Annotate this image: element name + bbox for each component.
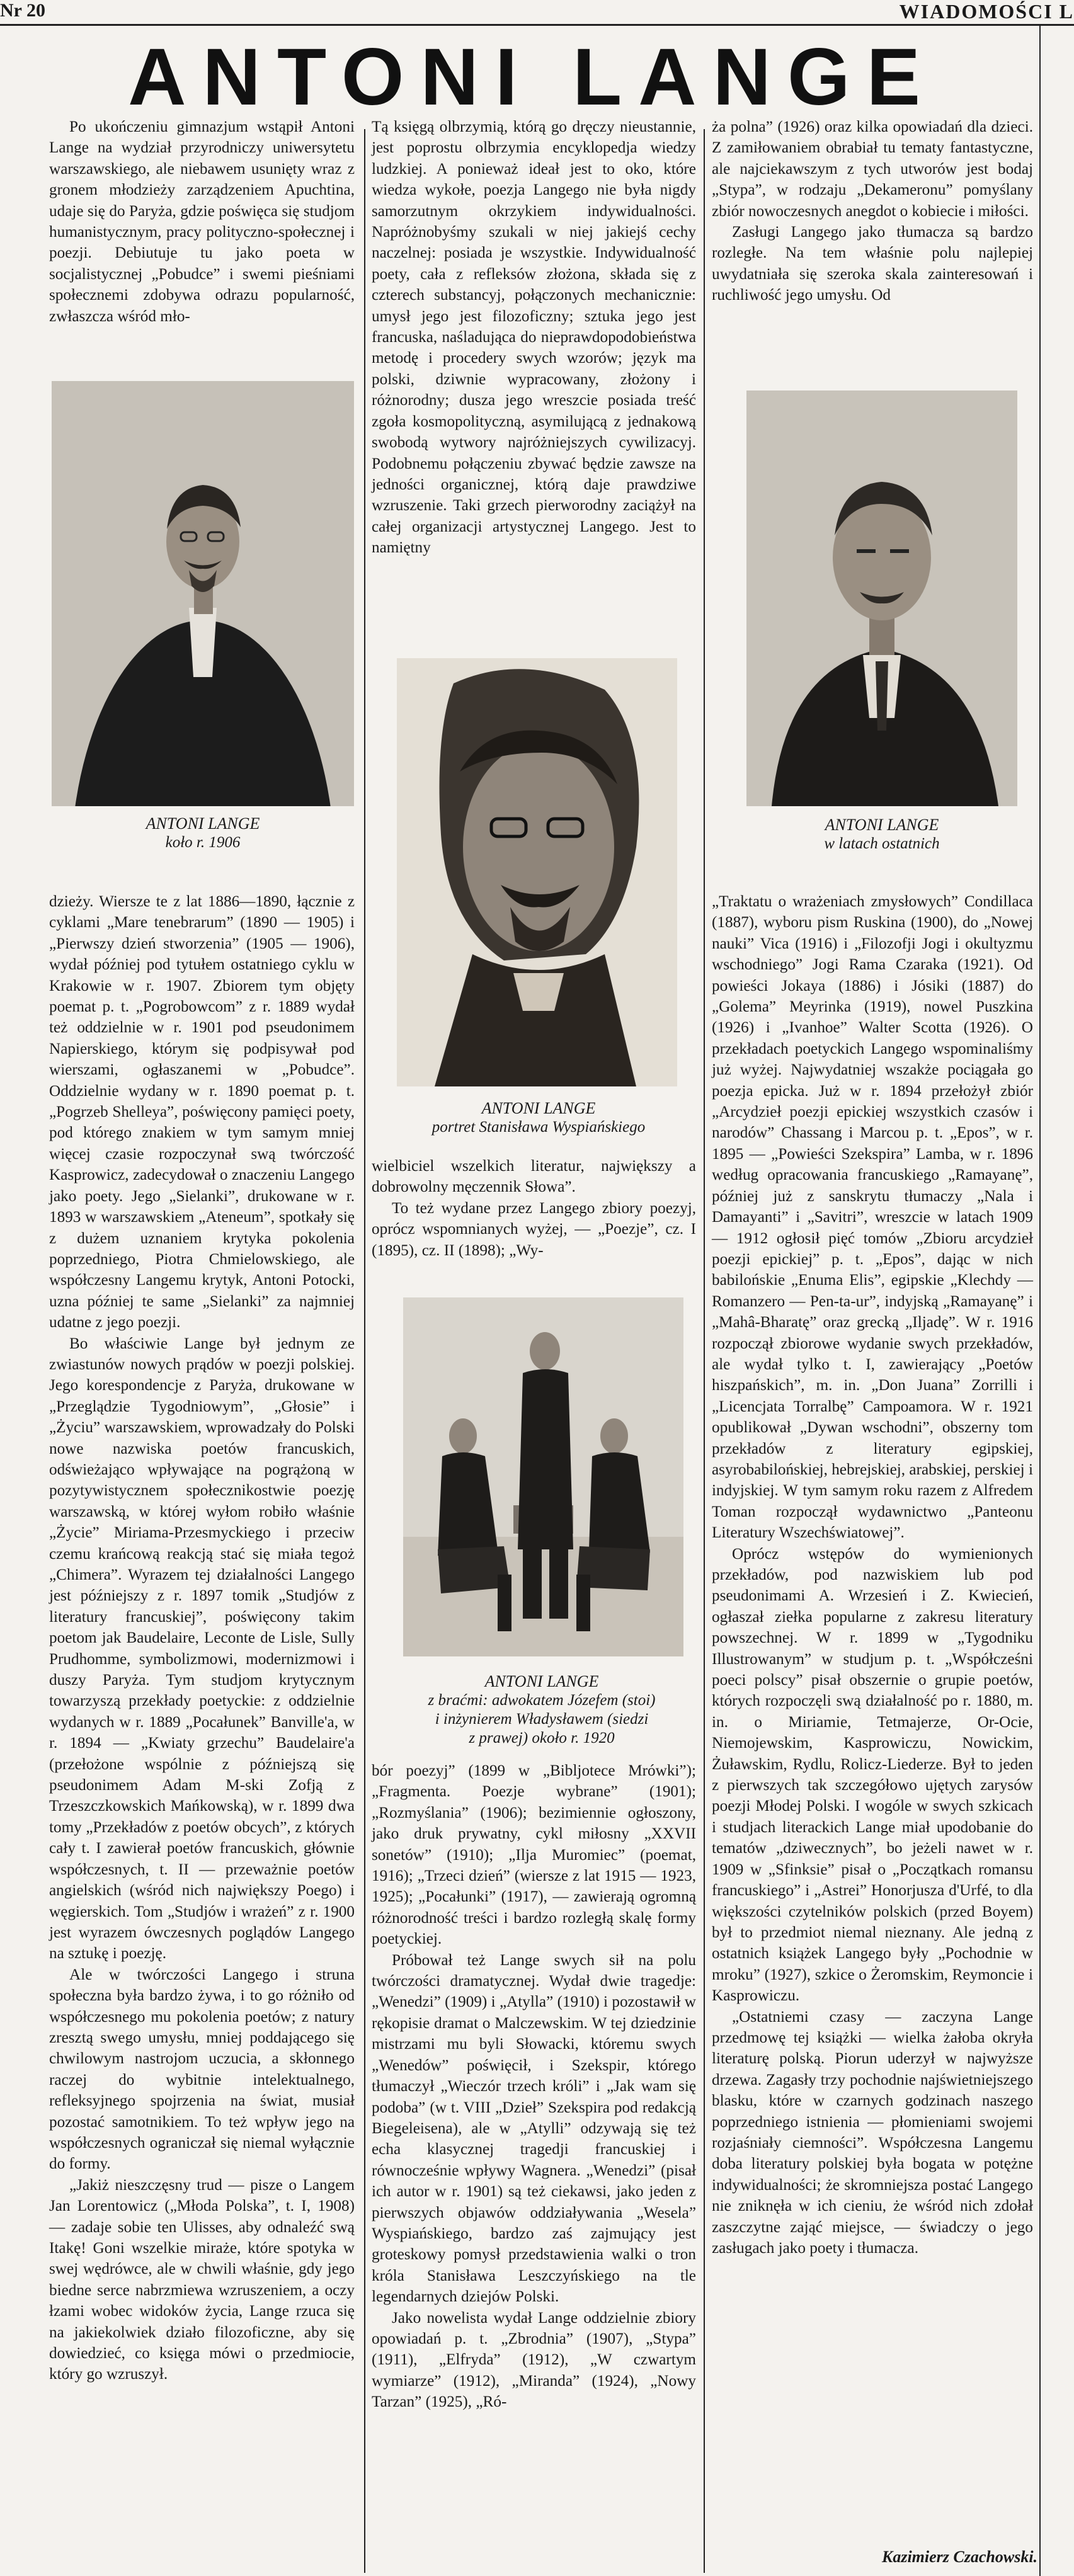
col3-bottom-text: [712, 891, 1033, 2259]
paragraph: ża polna” (1926) oraz kilka opowiadań dla dzieci. Z zamiłowaniem obrabiał tu tematy fantastyczne, ale najciekawszym z tych utworów jest bodaj „Stypa”, w rodzaju „Dekameronu” pomyślany zbiór nowoczesnych anegdot o kobiecie i miłości.: [712, 118, 1033, 220]
photo-lange-brothers: [403, 1297, 683, 1656]
paragraph: Jako nowelista wydał Lange oddzielnie zbiory opowiadań p. t. „Zbrodnia” (1907), „Stypa” (1911), „Elfryda” (1912), „W czwartym wymiarze” (1912), „Mirandа” (1924), „Nowy Tarzan” (1925), „Ró-: [372, 2309, 696, 2411]
caption-detail: portret Stanisława Wyspiańskiego: [431, 1119, 646, 1136]
paragraph: dzieży. Wiersze te z lat 1886—1890, łącznie z cyklami „Mare tenebrarum” (1890 — 1905) i „Pierwszy dzień stworzenia” (1905 — 1906), wydał później pod tytułem ostatniego cyklu w Krakowie w r. 1907. Zbiorem tym objęty poemat p. t. „Pogrobowcom” z r. 1889 wydał też oddzielnie w r. 1901 pod pseudonimem Napierskiego, którym się podpisywał pod wierszami, ogłaszanemi w „Pobudce”. Oddzielnie wydany w r. 1890 poemat p. t. „Pogrzeb Shelleya”, poświęcony pamięci poety, pod którego znakiem w tym samym mniej więcej czasie rozpoczynał swą twórczość Kasprowicz, zadecydował o znaczeniu Langego jako poety. Jego „Sielanki”, drukowane w r. 1893 w warszawskiem „Ateneum”, spotkały się z dużem uznaniem krytyka pokolenia poprzedniego, Piotra Chmielowskiego, ale współczesny Langemu krytyk, Antoni Potocki, uzna później te same „Sielanki” za najmniej udatne z jego poezji.: [49, 893, 355, 1331]
portrait-image: [397, 658, 677, 1086]
paragraph: Próbował też Lange swych sił na polu twórczości dramatycznej. Wydał dwie tragedje: „Wenedzi” (1909) i „Atylla” (1910) i pozostawił w rękopisie dramat o Malczewskim. W tej dziedzinie mistrzami mu byli Słowacki, któremu swych „Wenedów” poświęcił, i Szekspir, którego tłumaczył „Wieczór trzech króli” i „Jak wam się podoba” (w t. VIII „Dzieł” Szekspira pod redakcją Biegeleisena), ale w „Atylli” odzywają się też echa klasycznej tragedji francuskiej i równocześnie wpływy Wagnera. „Wenedzi” (pisał ich autor w r. 1901) są też ciekawsi, jako jeden z pierwszych objawów oddziaływania „Wesela” Wyspiańskiego, bardzo zaś zajmujący jest groteskowy pomysł przedstawienia walki o tron króla Stanisława Leszczyńskiego na tle legendarnych dziejów Polski.: [372, 1951, 696, 2306]
caption-detail: w latach ostatnich: [824, 835, 940, 852]
caption-detail: z prawej) około r. 1920: [469, 1730, 615, 1747]
paragraph: Oprócz wstępów do wymienionych przekładów, pod nazwiskiem lub pod pseudonimami A. Wrzesień i Z. Kwiecień, ogłaszał ziełka popularne z zakresu literatury powszechnej. W r. 1899 w „Tygodniku Illustrowanym” w studjum p. t. „Współcześni poeci polscy” pisał obszernie o grupie poetów, których rozpoczęli swą działalność po r. 1880, m. in. o Miriamie, Tetmajerze, Or-Ocie, Niemojewskim, Kasprowiczu, Nowickim, Żuławskim, Rydlu, Rolicz-Liederze. Był to jeden z pierwszych tak szczegółowo ujętych zarysów poezji Młodej Polski. I wogóle w swych szkicach i studjach literackich Lange miał upodobanie do tematów „dziwecznych”, bo jeżeli nawet w r. 1909 w „Sfinksie” pisał o „Początkach romansu francuskiego” i „Astrei” Honorjusza d'Urfé, to dla większości czytelników polskich (przed Boyem) był to przedmiot niemal nieznany. Ale jedną z ostatnich książek Langego były „Pochodnie w mroku” (1927), szkice o Żeromskim, Reymoncie i Kasprowiczu.: [712, 1545, 1033, 2005]
publication-name: WIADOMOŚCI L: [899, 0, 1074, 23]
paragraph: „Jakiż nieszczęsny trud — pisze o Langem Jan Lorentowicz („Młoda Polska”, t. I, 1908) — zadaje sobie ten Ulisses, aby odnaleźć swą Itakę! Goni wszelkie miraże, które spotyka w swej wędrówce, ale w chwili właśnie, gdy jego biedne serce nabrzmiewa wzruszeniem, a oczy łzami wobec widoków życia, Lange rzuca się na jakiekolwiek działo filozoficzne, aby się dowiedzieć, co księga mówi o przedmiocie, który go wzruszył.: [49, 2176, 355, 2383]
col1-bottom-text: [49, 891, 355, 2385]
paragraph: Tą księgą olbrzymią, którą go dręczy nieustannie, jest poprostu olbrzymia encyklopedja wiedzy ludzkiej. A ponieważ ideał jest to oko, które wiedza wykołe, poezja Langego nie była nigdy samorzutnym okrzykiem indywidualności. Napróżnobyśmy szukali w niej jakiejś cechy naczelnej: posiada je wszystkie. Indywidualność poety, cała z refleksów złożona, składa się z czterech substancyj, połączonych mechanicznie: umysł jego jest filozoficzny; sztuka jego jest francuska, naśladująca do nieprawdopodobieństwa metodę i procedery swych wzorów; język ma polski, dziwnie wypracowany, złożony i różnorodny; dusza jego wreszcie posiada treść zgoła kosmopolityczną, asymilującą z jednakową swobodą wytwory najróżniejszych cywilizacyj. Podobnemu połączeniu zbywać będzie zawsze na jedności organicznej, którą daje prawdziwe wzruszenie. Taki grzech pierworodny zaciążył na całej organizacji artystycznej Langego. Jest to namiętny: [372, 118, 696, 557]
photo-image: [746, 390, 1017, 806]
photo3-caption: [746, 816, 1017, 853]
article-title: ANTONI LANGE: [128, 32, 937, 122]
photo-lange-late-years: [746, 390, 1017, 806]
caption-detail: koło r. 1906: [165, 834, 241, 851]
caption-name: ANTONI LANGE: [146, 814, 260, 833]
column-divider-2: [704, 129, 705, 2573]
photo1-caption: [52, 814, 354, 852]
caption-name: ANTONI LANGE: [484, 1672, 599, 1690]
group-photo-image: [403, 1297, 683, 1656]
paragraph: bór poezyj” (1899 w „Bibljotece Mrówki”); „Fragmenta. Poezje wybrane” (1901); „Rozmyślania” (1906); bezimiennie ogłoszony, jako druk prywatny, cykl miłosny „XXVII sonetów” (1910); „Ilja Muromiec” (poemat, 1916); „Trzeci dzień” (wiersze z lat 1915 — 1923, 1925); „Pocałunki” (1917), — zawierają ogromną różnorodność treści i bardzo rozległą skalę formy poetyckiej.: [372, 1762, 696, 1948]
paragraph: „Traktatu o wrażeniach zmysłowych” Condillaca (1887), wyboru pism Ruskina (1900), do „Nowej nauki” Vica (1916) i „Filozofji Jogi i okultyzmu wschodniego” Jogi Rama Czaraka (1921). Od powieści Jokaya (1886) i Jósiki (1887) do „Golema” Meyrinka (1919), nowel Puszkina (1926) i „Ivanhoe” Walter Scotta (1926). O przekładach poetyckich Langego wspominaliśmy już wyżej. Najwydatniej wszakże pociągała go poezja epicka. Już w r. 1894 przełożył zbiór „Arcydzieł poezji epickiej wszystkich czasów i narodów” Chassang i Marcou p. t. „Epos”, w r. 1895 — „Powieści Szekspira” Lamba, w r. 1896 według opracowania francuskiego „Ramayanę”, później już z sanskrytu tłumaczy „Nala i Damayanti” i „Savitri”, wreszcie w latach 1909 — 1912 ogłosił pięć tomów „Zbioru arcydzieł poezji epickiej” p. t. „Epos”, dając w nich babilońskie „Enuma Elis”, egipskie „Klechdy — Romanzero — Pen-ta-ur”, indyjską „Ramayanę” i „Mahâ-Bharatę” oraz grecką „Iljadę”. W r. 1916 rozpoczął zbiorowe wydanie swych przekładów, ale wydał tylko t. I, zawierający „Poetów hiszpańskich”, m. in. „Don Juana” Zorrilli i „Licencjata Torralbę” Campoamora. W r. 1921 opublikował „Dywan wschodni”, obszerny tom przekładów z literatury egipskiej, asyrobabilońskiej, hebrejskiej, arabskiej, perskiej i indyjskiej. W tym samym roku razem z Alfredem Toman rozpoczął wydawnictwo „Panteonu Literatury Wszechświatowej”.: [712, 893, 1033, 1542]
col2-bottom-text: [372, 1760, 696, 2413]
paragraph: Ale w twórczości Langego i struna społeczna była bardzo żywa, i to go różniło od współczesnego mu pokolenia poetów; z natury zresztą swego umysłu, mniej poddającego się chwilowym nastrojom uczucia, a skłonnego raczej do wybitnie intelektualnego, refleksyjnego spojrzenia na świat, musiał pozostać samotnikiem. To też wpływ jego na współczesnych ograniczał się niemal wyłącznie do formy.: [49, 1966, 355, 2173]
paragraph: To też wydane przez Langego zbiory poezyj, oprócz wspomnianych wyżej, — „Poezje”, cz. I (1895), cz. II (1898); „Wy-: [372, 1199, 696, 1259]
col2-mid-text: [372, 1156, 696, 1261]
page-number: Nr 20: [0, 0, 45, 21]
photo-image: [52, 381, 354, 806]
col2-top-text: [372, 117, 696, 559]
photo-lange-1906: [52, 381, 354, 806]
caption-detail: i inżynierem Władysławem (siedzi: [435, 1711, 649, 1728]
photo4-caption: [378, 1672, 706, 1748]
caption-detail: z braćmi: adwokatem Józefem (stoi): [428, 1692, 656, 1709]
paragraph: wielbiciel wszelkich literatur, największy a dobrowolny męczennik Słowa”.: [372, 1158, 696, 1196]
paragraph: „Ostatniemi czasy — zaczyna Lange przedmowę tej książki — wielka żałoba okryła literaturę polską. Piorun uderzył w najwyższe drzewa. Zagasły trzy pochodnie najświetniejszego blasku, które w czarnych godzinach naszego poprzedniego istnienia — płomieniami swojemi rozjaśniały ciemności”. Współczesna Langemu doba literatury polskiej była bogata w potężne indywidualności; że skromniejsza postać Langego nie zniknęła w ich cieniu, że wśród nich zdołał zaszczytne zająć miejsce, — świadczy o jego zasługach jako poety i tłumacza.: [712, 2008, 1033, 2257]
paragraph: Zasługi Langego jako tłumacza są bardzo rozległe. Na tem właśnie polu najlepiej uwydatniała się szeroka skala zainteresowań i ruchliwość jego umysłu. Od: [712, 224, 1033, 304]
paragraph: Bo właściwie Lange był jednym ze zwiastunów nowych prądów w poezji polskiej. Jego korespondencje z Paryża, drukowane w „Przeglądzie Tygodniowym”, „Głosie” i „Życiu” warszawskiem, wprowadzały do Polski nowe nazwiska poetów francuskich, odświeżająco wpływające na pogrążoną w pozytywistycznem społecznikostwie poezję warszawską, w której wyłom robiło właśnie „Życie” Miriama-Przesmyckiego i przeciw czemu krańcową reakcją stać się miała tegoż „Chimera”. Wyrazem tej działalności Langego jest późniejszy z r. 1897 tomik „Studjów z literatury francuskiej”, poświęcony takim poetom jak Baudelaire, Leconte de Lisle, Sully Prudhomme, symbolizmowi, modernizmowi i duszy Paryża. Tym studjom krytycznym towarzyszą przekłady poetyckie: z oddzielnie wydanych w r. 1889 „Pocałunek” Banville'a, w r. 1894 — „Kwiaty grzechu” Baudelaire'a (przełożone wspólnie z późniejszą się pseudonimem Adam M-ski Zofją z Trzeszczkowskich Mańkowską), w r. 1899 dwa tomy „Przekładów z poetów obcych”, z których cały t. I zawierał poetów francuskich, głównie współczesnych, t. II — przeważnie poetów angielskich (wśród nich największy Poego) i węgierskich. Tom „Studjów i wrażeń” z r. 1900 jest wyrazem ówczesnych poglądów Langego na sztukę i poezję.: [49, 1335, 355, 1963]
photo-wyspianski-portrait: [397, 658, 677, 1086]
header-rule: [0, 24, 1074, 26]
column-divider-3: [1039, 25, 1041, 2576]
caption-name: ANTONI LANGE: [481, 1099, 596, 1117]
caption-name: ANTONI LANGE: [825, 816, 939, 834]
author-signature: Kazimierz Czachowski.: [882, 2548, 1038, 2566]
column-divider-1: [364, 129, 365, 2573]
photo2-caption: [384, 1099, 693, 1137]
paragraph: Po ukończeniu gimnazjum wstąpił Antoni Lange na wydział przyrodniczy uniwersytetu warszawskiego, ale niebawem usunięty wraz z gronem młodzieży zarządzeniem Apuchtina, udaje się do Paryża, gdzie poświęca się studjom humanistycznym, pracy polityczno-społecznej i poezji. Debiutuje tu jako poeta w socjalistycznej „Pobudce” i swemi pieśniami społecznemi zdobywa odrazu popularność, zwłaszcza wśród mło-: [49, 118, 355, 325]
col1-top-text: [49, 117, 355, 327]
col3-top-text: [712, 117, 1033, 306]
